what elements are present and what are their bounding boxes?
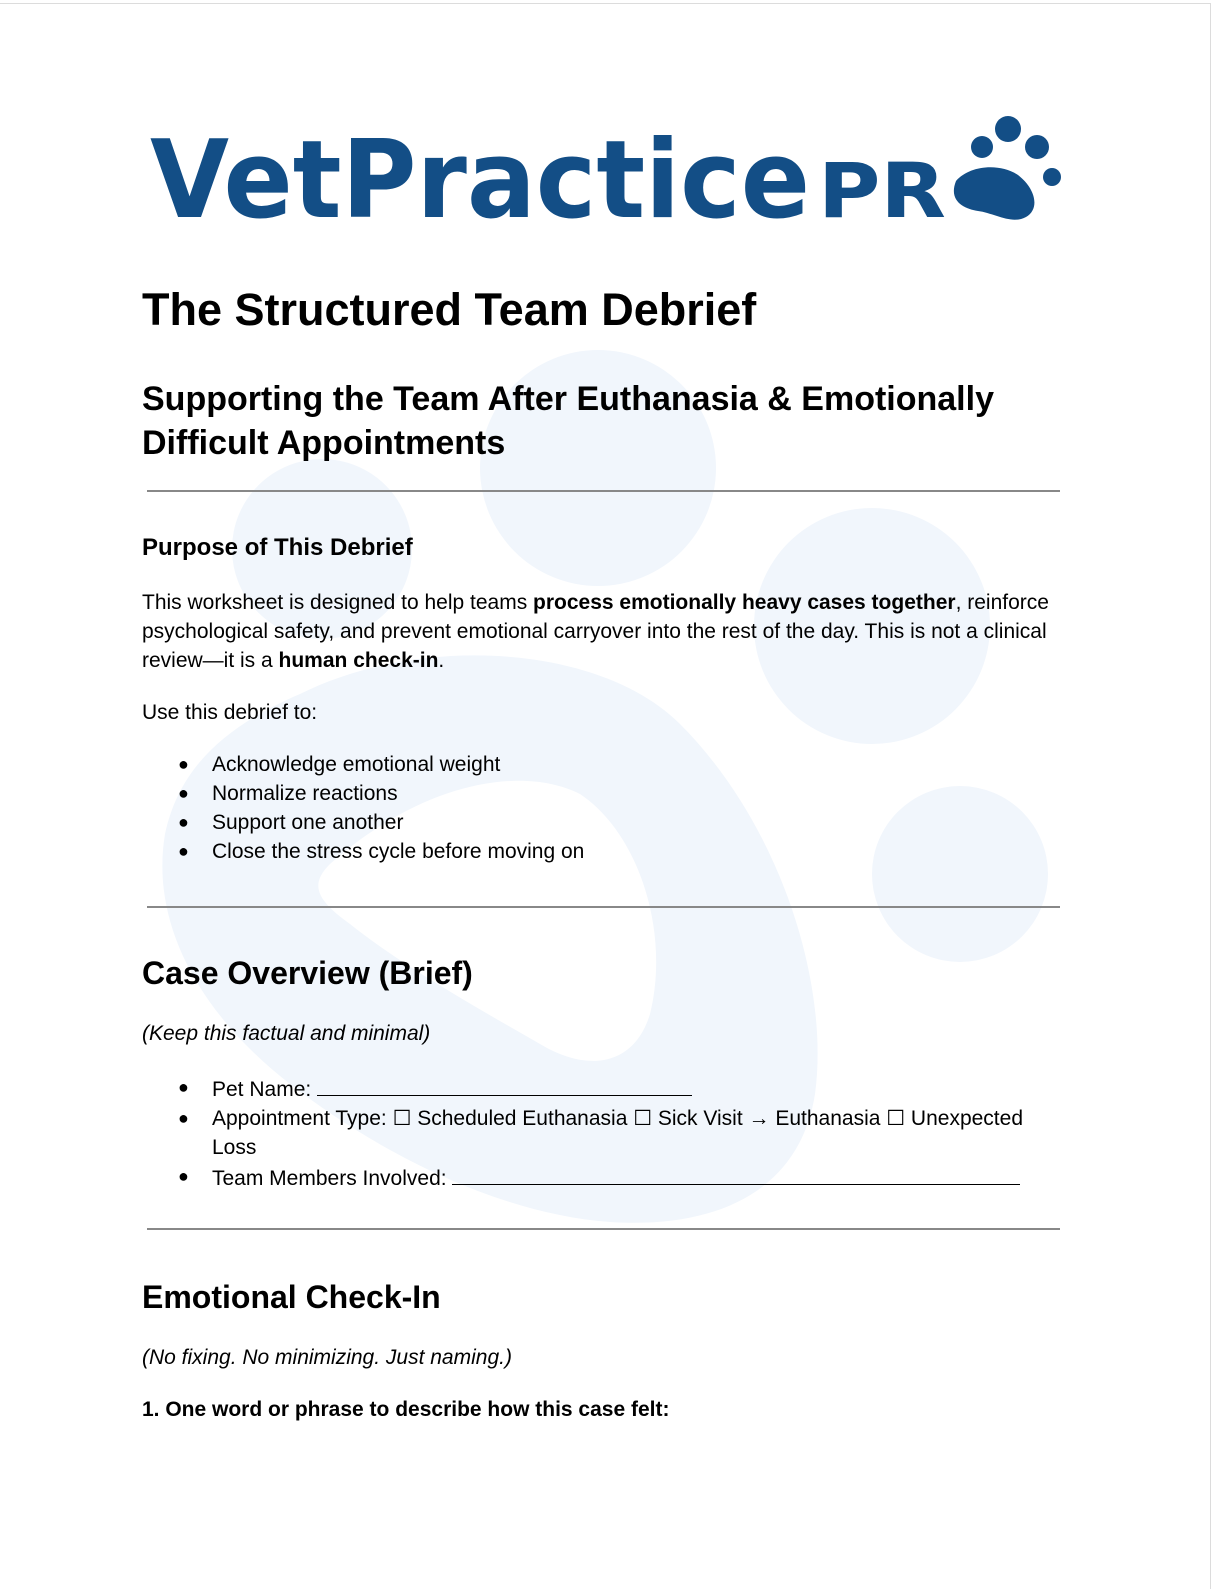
emotional-checkin-heading: Emotional Check-In <box>142 1279 441 1315</box>
list-item: ● Acknowledge emotional weight <box>178 753 501 776</box>
divider <box>147 1228 1060 1230</box>
list-item: ● Close the stress cycle before moving on <box>178 840 585 863</box>
purpose-paragraph: This worksheet is designed to help teams process emotionally heavy cases together, reinforce psychological safety, and prevent emotional carryover into the rest of the day. This is not a clinical review—it is a human check-in. <box>142 591 1049 672</box>
divider <box>147 490 1060 492</box>
list-item: ● Support one another <box>178 811 404 834</box>
divider <box>147 906 1060 908</box>
case-overview-fields <box>142 1073 1057 1193</box>
document-title: The Structured Team Debrief <box>142 284 757 335</box>
list-item: ● Normalize reactions <box>178 782 398 805</box>
emotional-checkin-note: (No fixing. No minimizing. Just naming.) <box>142 1346 512 1369</box>
logo-text-suffix: PR <box>818 146 946 234</box>
pet-name-blank[interactable] <box>317 1073 692 1096</box>
use-intro: Use this debrief to: <box>142 701 318 724</box>
case-overview-note: (Keep this factual and minimal) <box>142 1022 431 1045</box>
team-members-field[interactable]: ● Team Members Involved: <box>142 1162 1057 1193</box>
case-overview-heading: Case Overview (Brief) <box>142 955 473 991</box>
appointment-type-field[interactable]: ● Appointment Type: ☐ Scheduled Euthanasia ☐ Sick Visit → Euthanasia ☐ Unexpected Loss <box>178 1107 1024 1159</box>
document-subtitle: Supporting the Team After Euthanasia & Emotionally Difficult Appointments <box>142 380 994 462</box>
purpose-heading: Purpose of This Debrief <box>142 534 413 561</box>
question-1: 1. One word or phrase to describe how this case felt: <box>142 1398 670 1421</box>
logo-text-main: VetPractice <box>150 118 810 234</box>
document-page <box>0 3 1211 1589</box>
paw-logo-icon <box>954 116 1061 220</box>
purpose-bullets <box>142 750 1042 866</box>
pet-name-field[interactable]: ● Pet Name: <box>142 1073 1057 1104</box>
team-members-blank[interactable] <box>452 1162 1020 1185</box>
vetpracticepro-logo <box>148 109 1068 234</box>
